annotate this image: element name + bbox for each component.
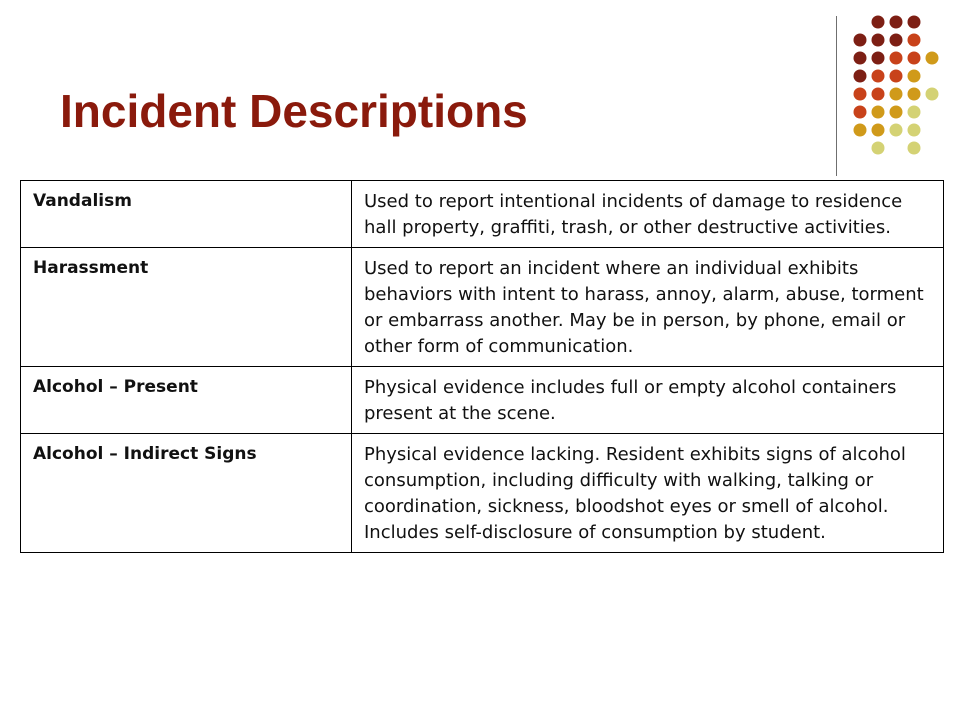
decorative-dot: [890, 70, 903, 83]
decorative-dot: [926, 52, 939, 65]
decorative-dot: [854, 88, 867, 101]
decorative-dot: [908, 16, 921, 29]
decorative-dot: [908, 34, 921, 47]
decorative-dot: [872, 142, 885, 155]
table-row: [21, 367, 944, 434]
decorative-dot: [872, 70, 885, 83]
decorative-dot: [908, 106, 921, 119]
decorative-dot: [872, 124, 885, 137]
slide-title: Incident Descriptions: [60, 85, 528, 137]
decorative-dot: [890, 52, 903, 65]
decorative-dot: [908, 52, 921, 65]
decorative-dot: [872, 88, 885, 101]
incident-term: Alcohol – Present: [21, 367, 352, 434]
decorative-dot: [854, 34, 867, 47]
incident-definition: Physical evidence lacking. Resident exhibits signs of alcohol consumption, including difficulty with walking, talking or coordination, sickness, bloodshot eyes or smell of alcohol. Includes self-disclosure of consumption by student.: [352, 434, 944, 553]
table-row: [21, 181, 944, 248]
decorative-dot: [890, 106, 903, 119]
decorative-dot: [872, 106, 885, 119]
incident-term: Vandalism: [21, 181, 352, 248]
incident-definition: Used to report an incident where an individual exhibits behaviors with intent to harass, annoy, alarm, abuse, torment or embarrass another. May be in person, by phone, email or other form of communication.: [352, 248, 944, 367]
table-row: [21, 248, 944, 367]
incident-descriptions-table: [20, 180, 944, 553]
decorative-dot: [854, 52, 867, 65]
vertical-divider-line: [836, 16, 837, 176]
decorative-dot: [854, 106, 867, 119]
table-row: [21, 434, 944, 553]
decorative-dot: [872, 16, 885, 29]
decorative-dot: [908, 70, 921, 83]
decorative-dot: [854, 124, 867, 137]
incident-term: Alcohol – Indirect Signs: [21, 434, 352, 553]
incident-term: Harassment: [21, 248, 352, 367]
decorative-dot: [890, 34, 903, 47]
decorative-dot: [890, 124, 903, 137]
decorative-dot: [908, 142, 921, 155]
decorative-dot: [854, 70, 867, 83]
decorative-dot: [908, 88, 921, 101]
decorative-dot: [926, 88, 939, 101]
decorative-dot: [872, 52, 885, 65]
incident-definition: Physical evidence includes full or empty alcohol containers present at the scene.: [352, 367, 944, 434]
incident-definition: Used to report intentional incidents of damage to residence hall property, graffiti, trash, or other destructive activities.: [352, 181, 944, 248]
decorative-dot: [890, 16, 903, 29]
decorative-dot: [890, 88, 903, 101]
decorative-dot: [872, 34, 885, 47]
decorative-dot: [908, 124, 921, 137]
